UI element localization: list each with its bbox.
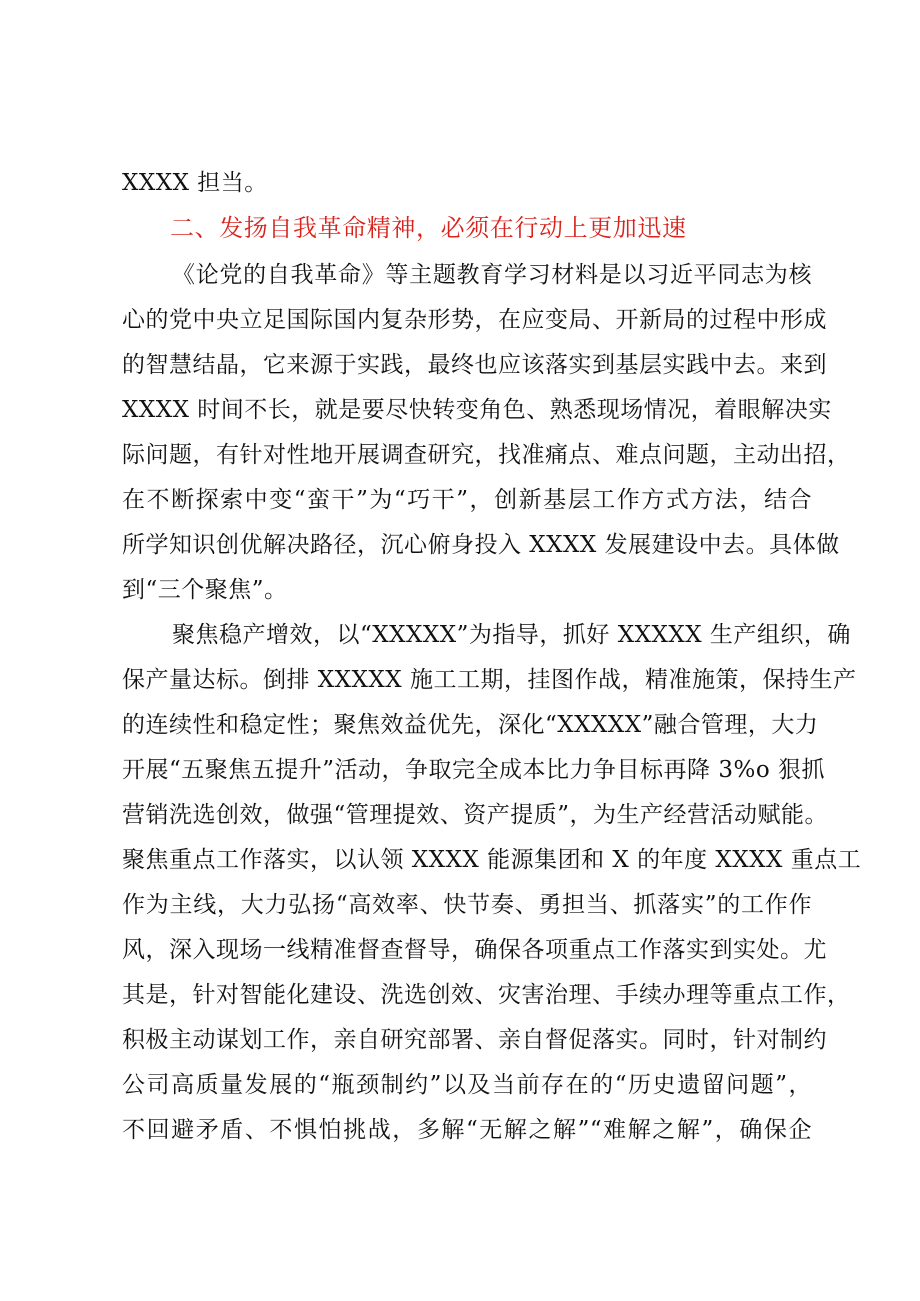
body-line: 风，深入现场一线精准督查督导，确保各项重点工作落实到实处。尤 bbox=[122, 937, 827, 963]
body-line: 所学知识创优解决路径，沉心俯身投入 XXXX 发展建设中去。具体做 bbox=[122, 532, 840, 558]
body-line: 积极主动谋划工作，亲自研究部署、亲自督促落实。同时，针对制约 bbox=[122, 1027, 827, 1053]
body-line: 际问题，有针对性地开展调查研究，找准痛点、难点问题，主动出招， bbox=[122, 442, 851, 468]
body-line: 保产量达标。倒排 XXXXX 施工工期，挂图作战，精准施策，保持生产 bbox=[122, 667, 857, 693]
body-line: 不回避矛盾、不惧怕挑战，多解“无解之解”“难解之解”，确保企 bbox=[122, 1117, 812, 1143]
body-line: 《论党的自我革命》等主题教育学习材料是以习近平同志为核 bbox=[172, 262, 812, 288]
body-line: 公司高质量发展的“瓶颈制约”以及当前存在的“历史遗留问题”， bbox=[122, 1072, 812, 1098]
section-heading: 二、发扬自我革命精神，必须在行动上更加迅速 bbox=[170, 214, 687, 242]
body-line: 营销洗选创效，做强“管理提效、资产提质”，为生产经营活动赋能。 bbox=[122, 802, 829, 828]
body-line: 聚焦重点工作落实，以认领 XXXX 能源集团和 X 的年度 XXXX 重点工 bbox=[122, 847, 862, 873]
body-line: 聚焦稳产增效，以“XXXXX”为指导，抓好 XXXXX 生产组织，确 bbox=[172, 622, 851, 648]
body-line: 的连续性和稳定性；聚焦效益优先，深化“XXXXX”融合管理，大力 bbox=[122, 712, 819, 738]
body-line: XXXX 担当。 bbox=[122, 170, 268, 196]
body-line: 其是，针对智能化建设、洗选创效、灾害治理、手续办理等重点工作， bbox=[122, 982, 851, 1008]
body-line: 到“三个聚焦”。 bbox=[122, 577, 288, 603]
body-line: 作为主线，大力弘扬“高效率、快节奏、勇担当、抓落实”的工作作 bbox=[122, 892, 812, 918]
body-line: 在不断探索中变“蛮干”为“巧干”，创新基层工作方式方法，结合 bbox=[122, 487, 812, 513]
body-line: 开展“五聚焦五提升”活动，争取完全成本比力争目标再降 3%o 狠抓 bbox=[122, 757, 825, 783]
body-line: XXXX 时间不长，就是要尽快转变角色、熟悉现场情况，着眼解决实 bbox=[122, 397, 832, 423]
body-line: 心的党中央立足国际国内复杂形势，在应变局、开新局的过程中形成 bbox=[122, 307, 827, 333]
body-line: 的智慧结晶，它来源于实践，最终也应该落实到基层实践中去。来到 bbox=[122, 352, 827, 378]
